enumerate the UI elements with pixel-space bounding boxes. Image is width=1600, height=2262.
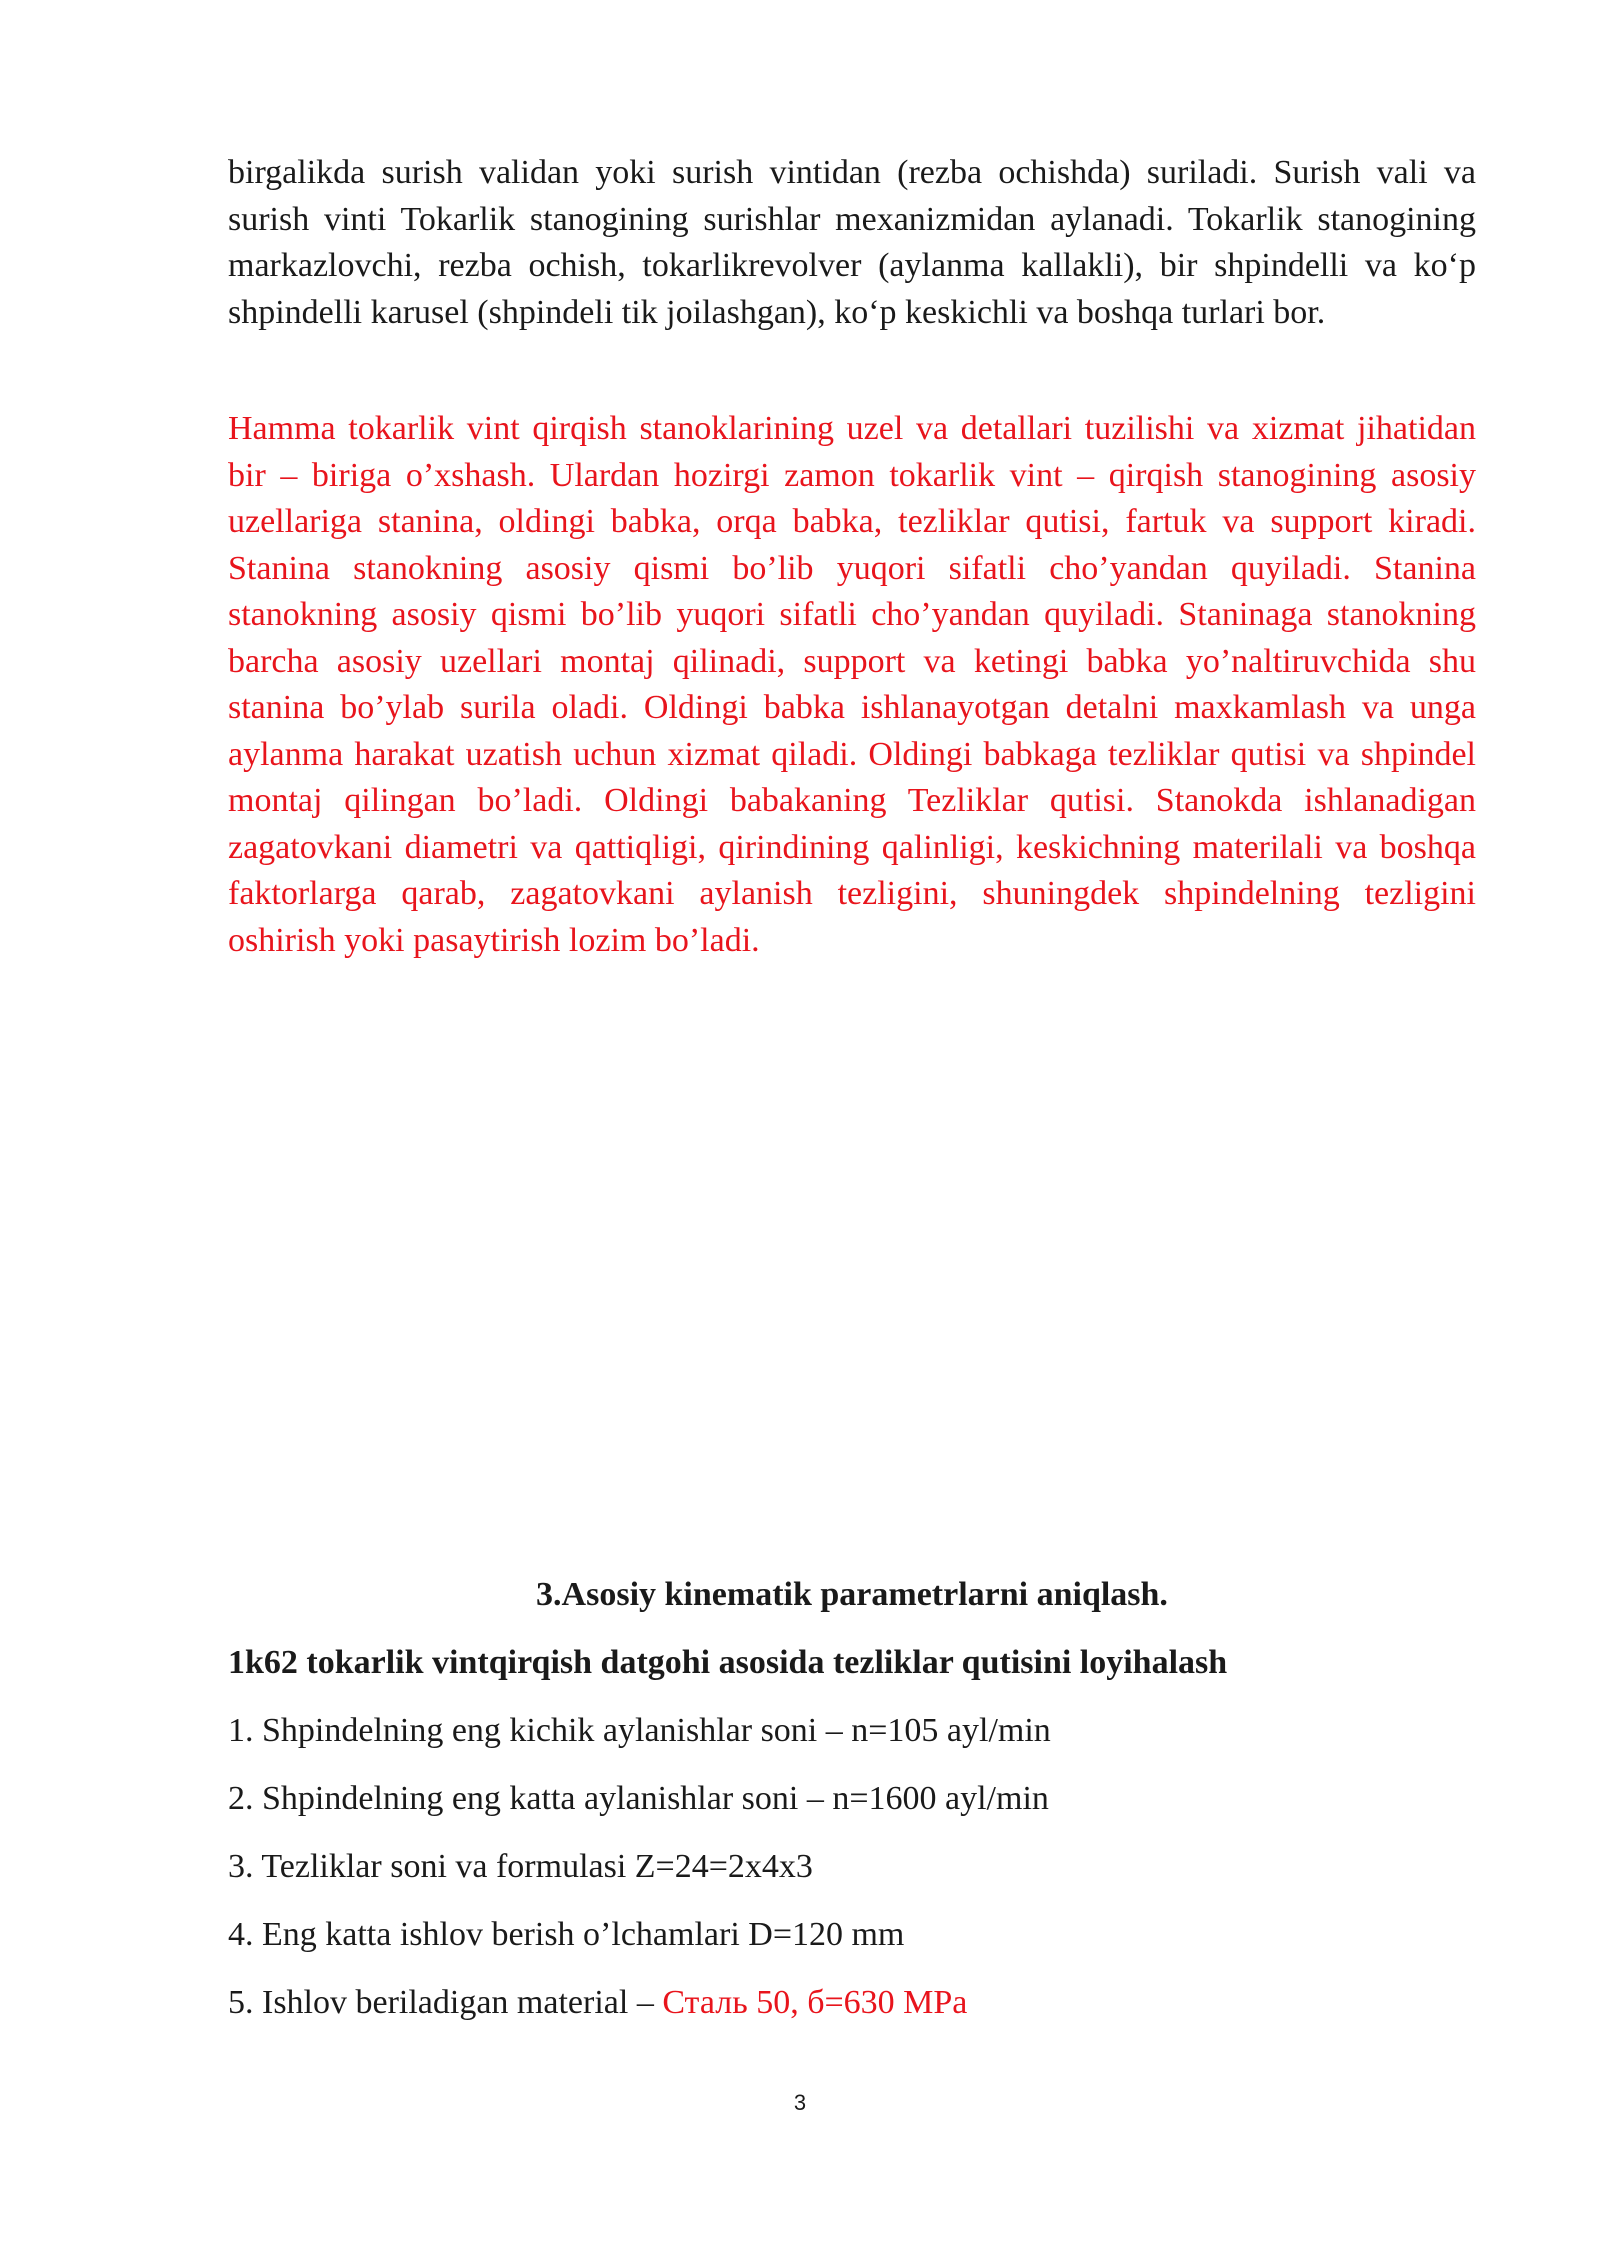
material-value: Сталь 50, б=630 MPa (662, 1984, 968, 2021)
page-number: 3 (793, 2090, 807, 2115)
parameter-item-max-speed: 2. Shpindelning eng katta aylanishlar soni – n=1600 ayl/min (228, 1780, 1049, 1817)
parameter-item-speed-count: 3. Tezliklar soni va formulasi Z=24=2x4x3 (228, 1848, 813, 1885)
material-label: 5. Ishlov beriladigan material – (228, 1984, 663, 2021)
parameter-item-material (228, 1980, 1476, 2048)
parameter-item-max-dimension: 4. Eng katta ishlov berish o’lchamlari D=120 mm (228, 1916, 905, 1953)
section-heading: 3.Asosiy kinematik parametrlarni aniqlash. (536, 1576, 1168, 1613)
parameter-item-min-speed: 1. Shpindelning eng kichik aylanishlar soni – n=105 ayl/min (228, 1712, 1051, 1749)
section-subheading: 1k62 tokarlik vintqirqish datgohi asosida tezliklar qutisini loyihalash (228, 1644, 1228, 1681)
parameter-list (228, 1708, 1476, 2048)
paragraph-lathe-components: Hamma tokarlik vint qirqish stanoklarining uzel va detallari tuzilishi va xizmat jihatidan bir – biriga o’xshash. Ulardan hozirgi zamon tokarlik vint – qirqish stanogining asosiy uzellariga stanina, oldingi babka, orqa babka, tezliklar qutisi, fartuk va support kiradi. Stanina stanokning asosiy qismi bo’lib yuqori sifatli cho’yandan quyiladi. Stanina stanokning asosiy qismi bo’lib yuqori sifatli cho’yandan quyiladi. Staninaga stanokning barcha asosiy uzellari montaj qilinadi, support va ketingi babka yo’naltiruvchida shu stanina bo’ylab surila oladi. Oldingi babka ishlanayotgan detalni maxkamlash va unga aylanma harakat uzatish uchun xizmat qiladi. Oldingi babkaga tezliklar qutisi va shpindel montaj qilingan bo’ladi. Oldingi babakaning Tezliklar qutisi. Stanokda ishlanadigan zagatovkani diametri va qattiqligi, qirindining qalinligi, keskichning materilali va boshqa faktorlarga qarab, zagatovkani aylanish tezligini, shuningdek shpindelning tezligini oshirish yoki pasaytirish lozim bo’ladi. (228, 410, 1476, 959)
paragraph-lathe-types: birgalikda surish validan yoki surish vintidan (rezba ochishda) suriladi. Surish vali va surish vinti Tokarlik stanogining surishlar mexanizmidan aylanadi. Tokarlik stanogining markazlovchi, rezba ochish, tokarlikrevolver (aylanma kallakli), bir shpindelli va ko‘p shpindelli karusel (shpindeli tik joilashgan), ko‘p keskichli va boshqa turlari bor. (228, 154, 1476, 331)
